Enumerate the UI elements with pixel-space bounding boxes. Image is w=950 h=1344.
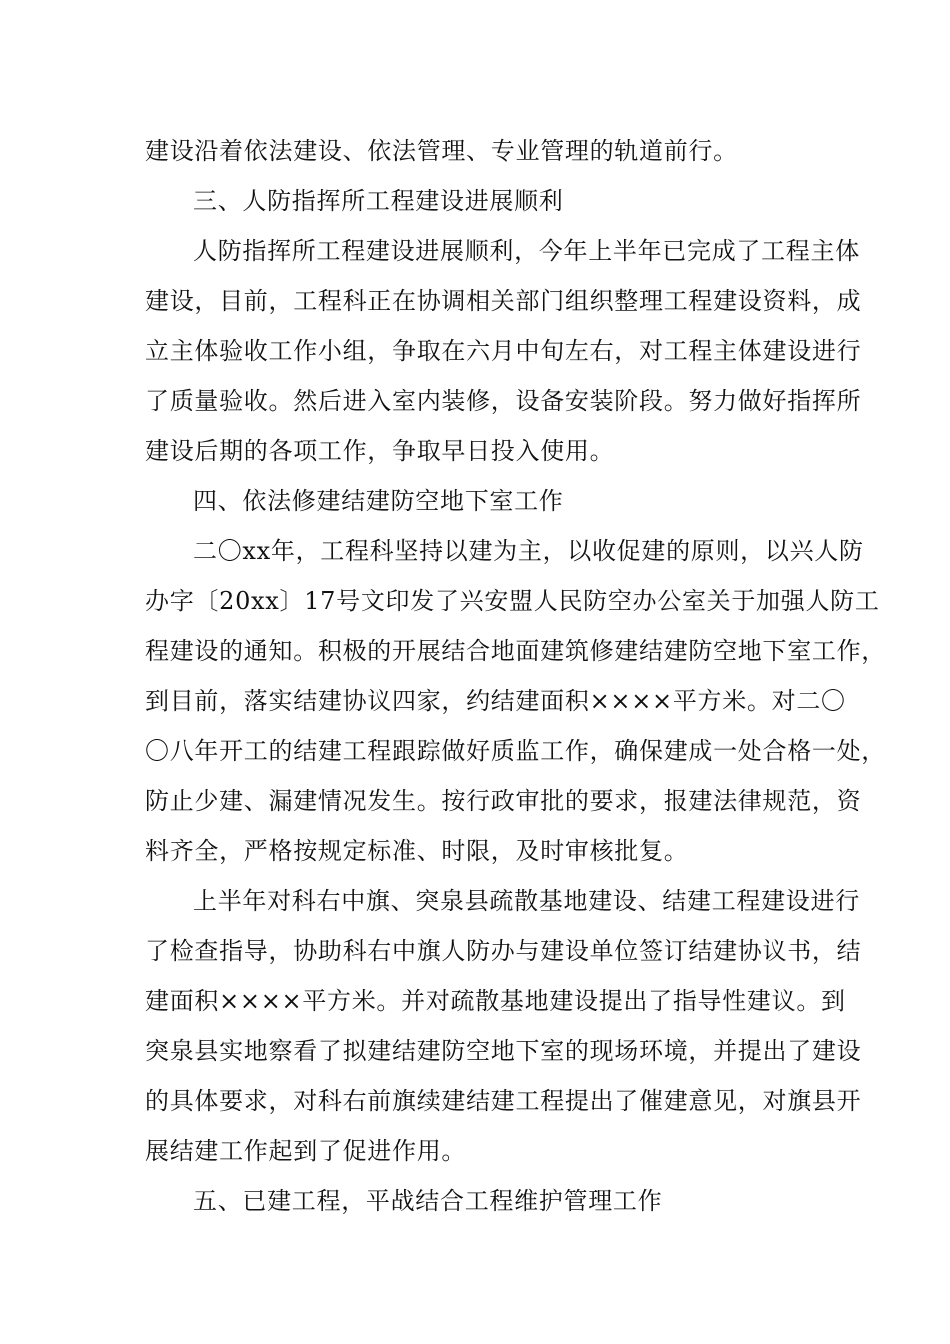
paragraph-line: 到目前，落实结建协议四家，约结建面积××××平方米。对二〇 [145,687,846,715]
paragraph-line: 人防指挥所工程建设进展顺利，今年上半年已完成了工程主体 [193,237,860,265]
paragraph-line: 突泉县实地察看了拟建结建防空地下室的现场环境，并提出了建设 [145,1037,862,1065]
paragraph-line: 上半年对科右中旗、突泉县疏散基地建设、结建工程建设进行 [193,887,860,915]
paragraph-line: 建设后期的各项工作，争取早日投入使用。 [145,437,615,465]
paragraph-line: 〇八年开工的结建工程跟踪做好质监工作，确保建成一处合格一处， [145,737,886,765]
paragraph-line: 建面积××××平方米。并对疏散基地建设提出了指导性建议。到 [145,987,846,1015]
paragraph-line: 的具体要求，对科右前旗续建结建工程提出了催建意见，对旗县开 [145,1087,862,1115]
paragraph-line: 防止少建、漏建情况发生。按行政审批的要求，报建法律规范，资 [145,787,862,815]
paragraph-line: 料齐全，严格按规定标准、时限，及时审核批复。 [145,837,689,865]
paragraph-line: 展结建工作起到了促进作用。 [145,1137,467,1165]
section-heading: 四、依法修建结建防空地下室工作 [193,487,564,515]
paragraph-line: 了质量验收。然后进入室内装修，设备安装阶段。努力做好指挥所 [145,387,862,415]
paragraph-line: 了检查指导，协助科右中旗人防办与建设单位签订结建协议书，结 [145,937,862,965]
paragraph-line: 建设沿着依法建设、依法管理、专业管理的轨道前行。 [145,137,738,165]
paragraph-line: 办字〔20xx〕17号文印发了兴安盟人民防空办公室关于加强人防工 [145,587,880,615]
paragraph-line: 建设，目前，工程科正在协调相关部门组织整理工程建设资料，成 [145,287,862,315]
section-heading: 三、人防指挥所工程建设进展顺利 [193,187,564,215]
section-heading: 五、已建工程，平战结合工程维护管理工作 [193,1187,663,1215]
paragraph-line: 立主体验收工作小组，争取在六月中旬左右，对工程主体建设进行 [145,337,862,365]
paragraph-line: 二〇xx年，工程科坚持以建为主，以收促建的原则，以兴人防 [193,537,864,565]
paragraph-line: 程建设的通知。积极的开展结合地面建筑修建结建防空地下室工作， [145,637,886,665]
